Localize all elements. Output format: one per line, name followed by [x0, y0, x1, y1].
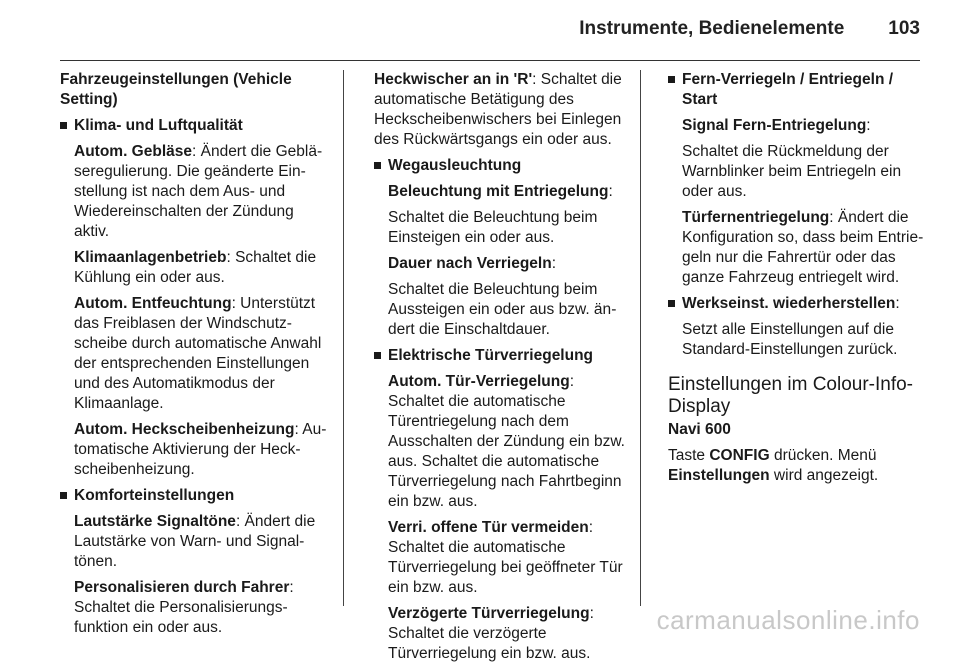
page-number: 103 [888, 18, 920, 39]
section-subtitle-navi: Navi 600 [668, 421, 731, 438]
item-text: : Schaltet die automatische Türverriegelung bei geöffneter Tür ein bzw. aus. [388, 519, 623, 596]
column-divider-2 [640, 70, 641, 606]
item-term: Dauer nach Verriegeln [388, 255, 552, 272]
item-auto-fan [60, 142, 328, 242]
item-term: Verri. offene Tür vermeiden [388, 519, 589, 536]
column-3 [668, 70, 924, 608]
bullet-square-icon [60, 492, 67, 499]
bullet-remote-lock [668, 70, 924, 110]
item-text: : Schaltet die Kühlung ein oder aus. [74, 249, 317, 286]
item-term: Türfernentriegelung [682, 209, 830, 226]
item-term: Verzögerte Türverriegelung [388, 605, 590, 622]
item-text: : Ändert die Gebläseregulierung. Die geänderte Einstellung ist nach dem Aus- und Wiedereinschalten der Zündung aktiv. [74, 143, 323, 240]
item-term: Klimaanlagenbetrieb [74, 249, 227, 266]
item-colon: : [608, 183, 613, 200]
item-factory-reset-text: Setzt alle Einstellungen auf die Standard-Einstellungen zurück. [682, 321, 898, 358]
bullet-colon: : [895, 295, 900, 312]
item-term: Lautstärke Signaltöne [74, 513, 236, 530]
text-fragment: Taste [668, 447, 710, 464]
item-term: Autom. Gebläse [74, 143, 192, 160]
item-term: Autom. Heckscheibenheizung [74, 421, 295, 438]
config-key-label: CONFIG [709, 447, 770, 464]
item-remote-door-unlock [668, 208, 924, 288]
bullet-climate [60, 116, 328, 136]
item-term: Heckwischer an in 'R' [374, 71, 533, 88]
item-duration-term [374, 254, 626, 274]
bullet-label: Elektrische Türverriegelung [388, 347, 594, 364]
item-chime-volume [60, 512, 328, 572]
bullet-label: Wegausleuchtung [388, 157, 522, 174]
item-text: : Automatische Aktivierung der Heckscheibenheizung. [74, 421, 327, 478]
item-text: : Ändert die Konfiguration so, dass beim Entriegeln nur die Fahrertür oder das ganze Fahrzeug entriegelt wird. [682, 209, 924, 286]
item-duration-text: Schaltet die Beleuchtung beim Aussteigen ein oder aus bzw. ändert die Einschaltdauer. [388, 281, 617, 338]
bullet-square-icon [60, 122, 67, 129]
column-2 [374, 70, 626, 662]
item-light-unlock-term [374, 182, 626, 202]
bullet-label: Klima- und Luftqualität [74, 117, 243, 134]
item-text: : Schaltet die automatische Betätigung des Heckscheibenwischers bei Einlegen des Rückwärtsgangs ein oder aus. [374, 71, 622, 148]
item-text: : Schaltet die automatische Türentriegelung nach dem Ausschalten der Zündung ein bzw. aus. Schaltet die automatische Türverriegelung nach Fahrtbeginn ein bzw. aus. [388, 373, 625, 510]
item-text: : Schaltet die Personalisierungsfunktion ein oder aus. [74, 579, 294, 636]
bullet-comfort [60, 486, 328, 506]
item-term: Beleuchtung mit Entriegelung [388, 183, 609, 200]
item-remote-unlock-feedback-term [668, 116, 924, 136]
bullet-label: Komforteinstellungen [74, 487, 235, 504]
bullet-square-icon [374, 352, 381, 359]
item-remote-unlock-feedback-text: Schaltet die Rückmeldung der Warnblinker beim Entriegeln ein oder aus. [682, 143, 902, 200]
bullet-power-locks [374, 346, 626, 366]
text-fragment: drücken. Menü [769, 447, 877, 464]
item-term: Autom. Tür-Verriegelung [388, 373, 570, 390]
item-text: : Unterstützt das Freiblasen der Windschutzscheibe durch automatische Anwahl der entsprechenden Einstellungen und des Automatikmodus der Klimaanlage. [74, 295, 322, 412]
page-header [579, 18, 920, 40]
item-auto-lock [374, 372, 626, 512]
bullet-square-icon [374, 162, 381, 169]
item-term: Personalisieren durch Fahrer [74, 579, 290, 596]
column-1 [60, 70, 328, 636]
column-divider-1 [343, 70, 344, 606]
text-fragment: wird angezeigt. [769, 467, 879, 484]
item-light-unlock-text: Schaltet die Beleuchtung beim Einsteigen ein oder aus. [388, 209, 598, 246]
item-colon: : [866, 117, 871, 134]
item-ac-mode [60, 248, 328, 288]
bullet-square-icon [668, 76, 675, 83]
item-auto-defog [60, 294, 328, 414]
item-open-door-anti-lock [374, 518, 626, 598]
item-text: : Schaltet die verzögerte Türverriegelung ein bzw. aus. [388, 605, 594, 662]
bullet-factory-reset [668, 294, 924, 314]
section-title-colour-info-display: Einstellungen im Colour-Info-Display [668, 374, 914, 417]
item-term: Signal Fern-Entriegelung [682, 117, 867, 134]
config-instruction [668, 446, 924, 486]
item-colon: : [551, 255, 556, 272]
section-heading-vehicle-setting: Fahrzeugeinstellungen (Vehicle Setting) [60, 71, 292, 108]
bullet-label: Fern-Verriegeln / Entriegeln / Start [682, 71, 894, 108]
bullet-label: Werkseinst. wiederherstellen [682, 295, 896, 312]
item-personalize [60, 578, 328, 638]
header-rule [60, 60, 920, 61]
bullet-square-icon [668, 300, 675, 307]
chapter-title: Instrumente, Bedienelemente [579, 18, 845, 39]
bullet-path-lighting [374, 156, 626, 176]
menu-label: Einstellungen [668, 467, 770, 484]
item-auto-rear-defrost [60, 420, 328, 480]
item-term: Autom. Entfeuchtung [74, 295, 232, 312]
item-text: : Ändert die Lautstärke von Warn- und Signaltönen. [74, 513, 316, 570]
watermark: carmanualsonline.info [656, 605, 920, 635]
item-rear-wiper [374, 70, 626, 150]
item-delayed-lock [374, 604, 626, 664]
